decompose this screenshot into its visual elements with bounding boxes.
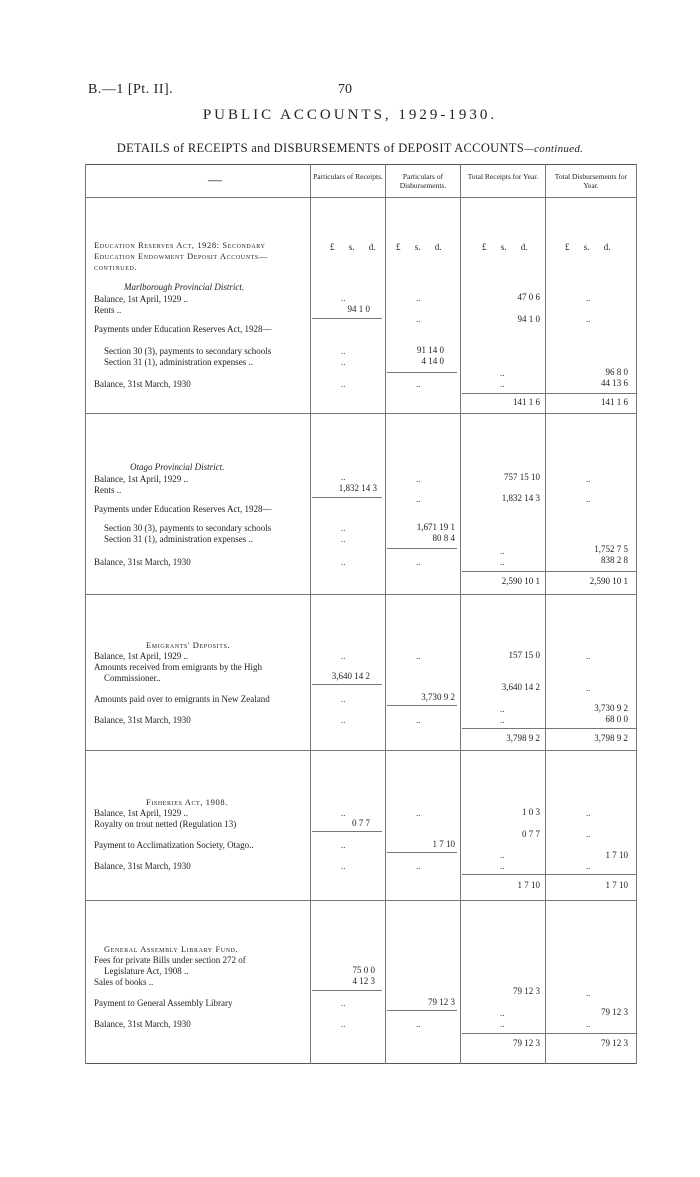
section-title: Education Reserves Act, 1928: Secondary Education Endowment Deposit Accounts—continued. xyxy=(94,240,268,272)
nil-marker: .. xyxy=(341,1019,346,1029)
nil-marker: .. xyxy=(586,474,591,484)
row-label: Payments under Education Reserves Act, 1928— xyxy=(94,504,272,514)
subtotal-rule xyxy=(387,1010,457,1011)
nil-marker: .. xyxy=(586,494,591,504)
nil-marker: .. xyxy=(586,808,591,818)
total-receipt-value: 79 12 3 xyxy=(513,986,540,996)
units-disbursements: £ s. d. xyxy=(396,242,442,252)
total-receipt-value: 157 15 0 xyxy=(508,650,540,660)
section-separator xyxy=(85,750,637,751)
table-left-rule xyxy=(85,164,86,1064)
row-label: Balance, 1st April, 1929 .. xyxy=(94,651,188,661)
row-label: Sales of books .. xyxy=(94,977,154,987)
nil-marker: .. xyxy=(500,850,505,860)
nil-marker: .. xyxy=(500,557,505,567)
nil-marker: .. xyxy=(341,357,346,367)
sum-rule xyxy=(462,874,636,875)
nil-marker: .. xyxy=(416,293,421,303)
nil-marker: .. xyxy=(341,472,346,482)
nil-marker: .. xyxy=(341,808,346,818)
sum-disbursements: 141 1 6 xyxy=(601,397,628,407)
disbursement-value: 79 12 3 xyxy=(428,997,455,1007)
nil-marker: .. xyxy=(341,651,346,661)
sum-disbursements: 1 7 10 xyxy=(605,880,628,890)
nil-marker: .. xyxy=(586,988,591,998)
nil-marker: .. xyxy=(586,683,591,693)
nil-marker: .. xyxy=(500,704,505,714)
subtotal-rule xyxy=(312,990,382,991)
subtitle-main: DETAILS of RECEIPTS and DISBURSEMENTS of DEPOSIT ACCOUNTS xyxy=(116,141,524,155)
page-subtitle xyxy=(0,141,700,156)
page-title: PUBLIC ACCOUNTS, 1929-1930. xyxy=(202,107,498,123)
disbursement-value: 3,730 9 2 xyxy=(421,692,455,702)
total-disbursement-value: 1,752 7 5 xyxy=(594,544,628,554)
nil-marker: .. xyxy=(341,998,346,1008)
nil-marker: .. xyxy=(341,523,346,533)
nil-marker: .. xyxy=(341,715,346,725)
row-label: Amounts received from emigrants by the High xyxy=(94,662,262,672)
sum-receipts: 141 1 6 xyxy=(513,397,540,407)
total-disbursement-value: 96 8 0 xyxy=(605,367,628,377)
sum-receipts: 3,798 9 2 xyxy=(506,733,540,743)
units-receipts: £ s. d. xyxy=(330,242,376,252)
receipt-value: 0 7 7 xyxy=(352,818,370,828)
district-heading: Marlborough Provincial District. xyxy=(124,282,245,292)
sum-rule xyxy=(462,571,636,572)
nil-marker: .. xyxy=(586,293,591,303)
col-rule-2 xyxy=(385,164,386,1064)
header-bottom-rule xyxy=(85,197,637,198)
row-label: Balance, 31st March, 1930 xyxy=(94,715,191,725)
total-receipt-value: 1,832 14 3 xyxy=(501,493,540,503)
sum-receipts: 2,590 10 1 xyxy=(501,576,540,586)
receipt-value: 1,832 14 3 xyxy=(338,483,377,493)
nil-marker: .. xyxy=(586,314,591,324)
nil-marker: .. xyxy=(416,314,421,324)
page-number: 70 xyxy=(338,82,352,97)
total-disbursement-value: 44 13 6 xyxy=(601,378,628,388)
sum-rule xyxy=(462,728,636,729)
disbursements-column-header: Particulars of Disbursements. xyxy=(399,172,447,190)
receipts-column-header: Particulars of Receipts. xyxy=(313,172,383,181)
subtotal-rule xyxy=(387,705,457,706)
sum-receipts: 1 7 10 xyxy=(517,880,540,890)
nil-marker: .. xyxy=(586,861,591,871)
row-label: Amounts paid over to emigrants in New Zealand xyxy=(94,694,270,704)
district-heading: Otago Provincial District. xyxy=(130,462,225,472)
row-label: Royalty on trout netted (Regulation 13) xyxy=(94,819,237,829)
disbursement-value: 4 14 0 xyxy=(421,356,444,366)
total-receipt-value: 47 0 6 xyxy=(517,292,540,302)
nil-marker: .. xyxy=(341,379,346,389)
subtitle-continued: —continued. xyxy=(524,143,584,155)
subtotal-rule xyxy=(387,852,457,853)
col-rule-3 xyxy=(460,164,461,1064)
row-label: Balance, 31st March, 1930 xyxy=(94,861,191,871)
total-disbursements-column-header: Total Disbursements for Year. xyxy=(554,172,628,190)
disbursement-value: 91 14 0 xyxy=(417,345,444,355)
total-receipt-value: 757 15 10 xyxy=(504,472,540,482)
col-rule-4 xyxy=(545,164,546,1064)
total-receipts-column-header: Total Receipts for Year. xyxy=(467,172,539,181)
table-top-rule xyxy=(85,164,637,165)
nil-marker: .. xyxy=(341,346,346,356)
row-label: Payment to Acclimatization Society, Otago.. xyxy=(94,840,254,850)
receipt-value: 75 0 0 xyxy=(352,965,375,975)
nil-marker: .. xyxy=(416,557,421,567)
section-separator xyxy=(85,900,637,901)
total-disbursement-value: 1 7 10 xyxy=(605,850,628,860)
row-label: Legislature Act, 1908 .. xyxy=(104,966,189,976)
nil-marker: .. xyxy=(500,1008,505,1018)
nil-marker: .. xyxy=(341,840,346,850)
units-total-receipts: £ s. d. xyxy=(482,242,528,252)
nil-marker: .. xyxy=(341,534,346,544)
sum-disbursements: 2,590 10 1 xyxy=(589,576,628,586)
subtotal-rule xyxy=(312,318,382,319)
table-right-rule xyxy=(636,164,637,1064)
nil-marker: .. xyxy=(416,474,421,484)
nil-marker: .. xyxy=(416,1019,421,1029)
sum-receipts: 79 12 3 xyxy=(513,1038,540,1048)
desc-column-header: — xyxy=(208,173,222,188)
section-title: Emigrants' Deposits. xyxy=(146,640,231,650)
nil-marker: .. xyxy=(586,1019,591,1029)
total-disbursement-value: 3,730 9 2 xyxy=(594,703,628,713)
section-separator xyxy=(85,413,637,414)
row-label: Payments under Education Reserves Act, 1928— xyxy=(94,324,272,334)
receipt-value: 3,640 14 2 xyxy=(331,671,370,681)
nil-marker: .. xyxy=(416,651,421,661)
row-label: Balance, 1st April, 1929 .. xyxy=(94,294,188,304)
total-receipt-value: 3,640 14 2 xyxy=(501,682,540,692)
nil-marker: .. xyxy=(341,557,346,567)
receipt-value: 4 12 3 xyxy=(352,976,375,986)
row-label: Payment to General Assembly Library xyxy=(94,998,233,1008)
total-disbursement-value: 79 12 3 xyxy=(601,1007,628,1017)
table-bottom-rule xyxy=(85,1063,637,1064)
nil-marker: .. xyxy=(586,651,591,661)
section-title: Fisheries Act, 1908. xyxy=(146,797,228,807)
units-total-disbursements: £ s. d. xyxy=(565,242,611,252)
nil-marker: .. xyxy=(500,379,505,389)
row-label: Rents .. xyxy=(94,305,122,315)
nil-marker: .. xyxy=(416,808,421,818)
disbursement-value: 80 8 4 xyxy=(432,533,455,543)
row-label: Balance, 1st April, 1929 .. xyxy=(94,474,188,484)
row-label: Section 31 (1), administration expenses .. xyxy=(104,357,253,367)
row-label: Section 30 (3), payments to secondary schools xyxy=(104,346,272,356)
nil-marker: .. xyxy=(500,715,505,725)
total-receipt-value: 94 1 0 xyxy=(517,314,540,324)
row-label: Section 31 (1), administration expenses .. xyxy=(104,534,253,544)
nil-marker: .. xyxy=(416,494,421,504)
row-label: Balance, 31st March, 1930 xyxy=(94,557,191,567)
row-label: Balance, 31st March, 1930 xyxy=(94,1019,191,1029)
nil-marker: .. xyxy=(341,293,346,303)
section-title: General Assembly Library Fund. xyxy=(104,944,239,954)
subtotal-rule xyxy=(312,831,382,832)
row-label: Rents .. xyxy=(94,485,122,495)
nil-marker: .. xyxy=(586,829,591,839)
col-rule-1 xyxy=(310,164,311,1064)
nil-marker: .. xyxy=(341,694,346,704)
subtotal-rule xyxy=(387,372,457,373)
sum-rule xyxy=(462,1033,636,1034)
sum-disbursements: 3,798 9 2 xyxy=(594,733,628,743)
nil-marker: .. xyxy=(416,715,421,725)
row-label: Balance, 31st March, 1930 xyxy=(94,379,191,389)
row-label: Balance, 1st April, 1929 .. xyxy=(94,808,188,818)
nil-marker: .. xyxy=(416,379,421,389)
report-reference: B.—1 [Pt. II]. xyxy=(88,82,174,97)
nil-marker: .. xyxy=(500,368,505,378)
total-disbursement-value: 838 2 8 xyxy=(601,555,628,565)
row-label: Fees for private Bills under section 272 of xyxy=(94,955,246,965)
disbursement-value: 1 7 10 xyxy=(432,839,455,849)
total-disbursement-value: 68 0 0 xyxy=(605,714,628,724)
nil-marker: .. xyxy=(500,546,505,556)
row-label: Section 30 (3), payments to secondary schools xyxy=(104,523,272,533)
nil-marker: .. xyxy=(500,1019,505,1029)
row-label: Commissioner.. xyxy=(104,673,161,683)
subtotal-rule xyxy=(312,497,382,498)
sum-rule xyxy=(462,393,636,394)
subtotal-rule xyxy=(312,684,382,685)
section-separator xyxy=(85,594,637,595)
nil-marker: .. xyxy=(341,861,346,871)
total-receipt-value: 0 7 7 xyxy=(522,829,540,839)
receipt-value: 94 1 0 xyxy=(347,304,370,314)
nil-marker: .. xyxy=(416,861,421,871)
disbursement-value: 1,671 19 1 xyxy=(416,522,455,532)
total-receipt-value: 1 0 3 xyxy=(522,807,540,817)
nil-marker: .. xyxy=(500,861,505,871)
sum-disbursements: 79 12 3 xyxy=(601,1038,628,1048)
subtotal-rule xyxy=(387,548,457,549)
